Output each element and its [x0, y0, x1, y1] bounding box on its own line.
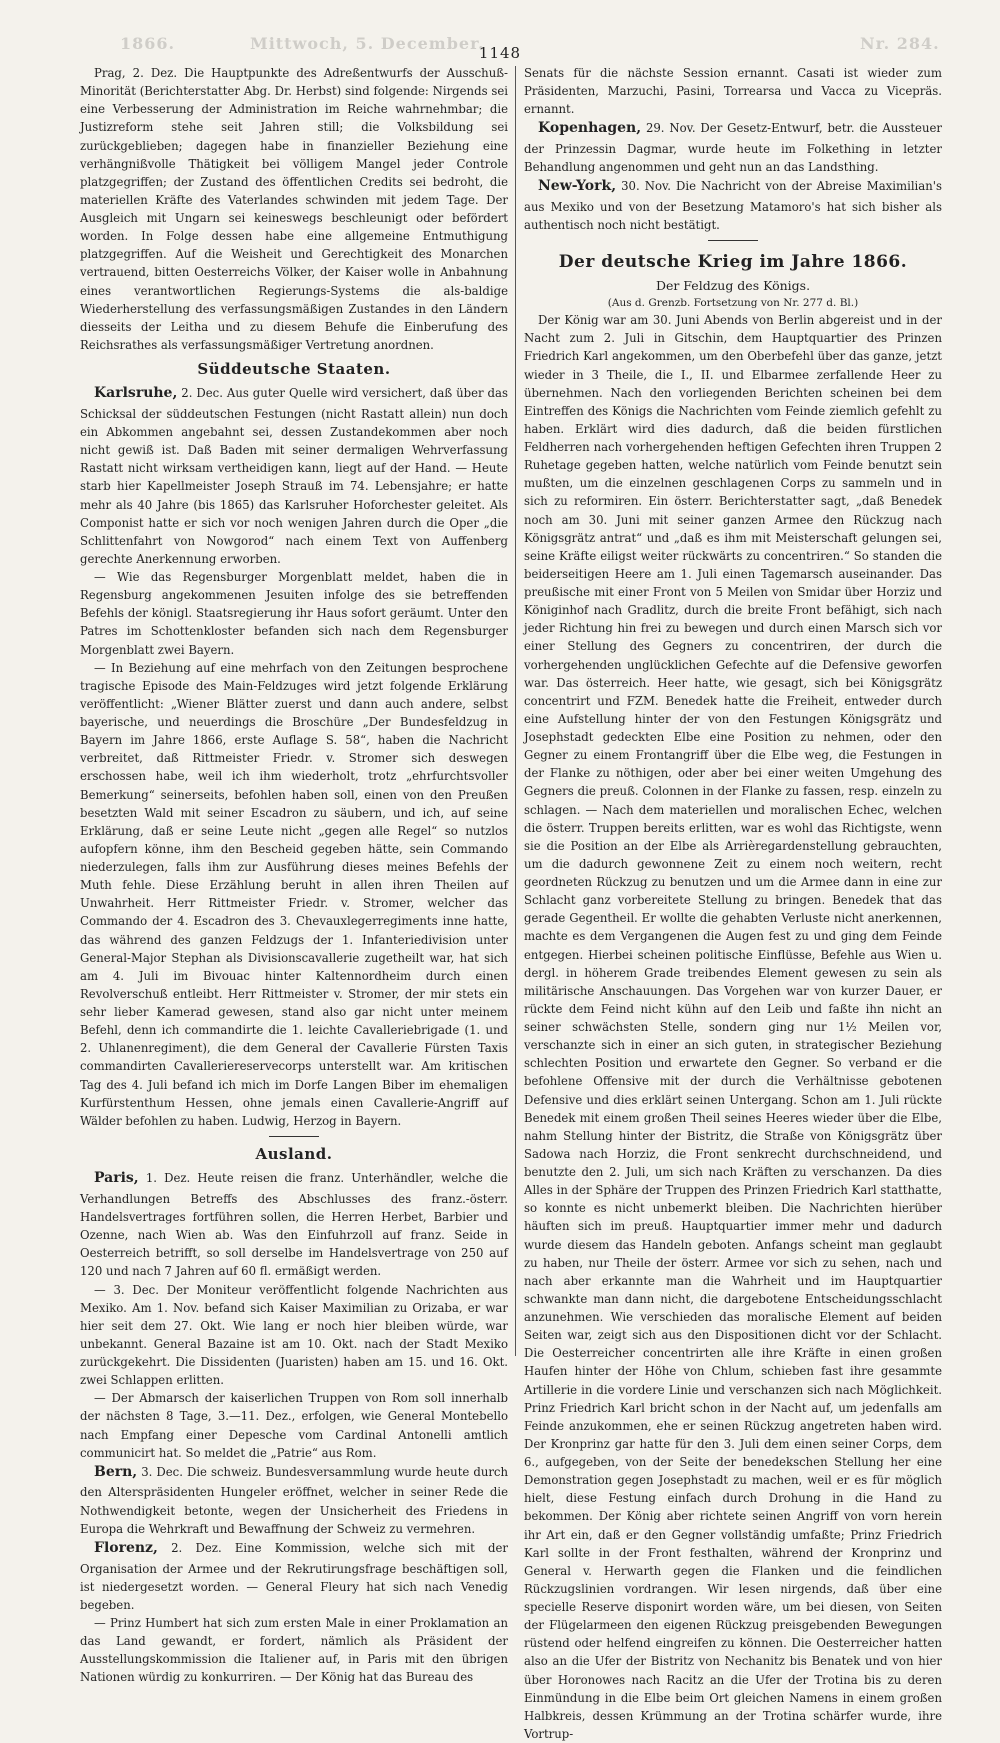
newyork-dateline: New-York, [538, 178, 617, 195]
florenz-paragraph [80, 1538, 508, 1614]
paris-dateline: Paris, [94, 1170, 139, 1187]
left-column [80, 64, 509, 1685]
stromer-paragraph: — In Beziehung auf eine mehrfach von den Zeitungen besprochene tragische Episode des Main-Feldzuges wird jetzt folgende Erklärung veröffentlicht: „Wiener Blätter zuerst und dann auch andere, selbst bayerische, und neuerdings die Broschüre „Der Bundesfeldzug in Bayern im Jahre 1866, erste Auflage S. 58“, haben die Nachricht verbreitet, daß Rittmeister Friedr. v. Stromer sich deswegen erschossen habe, weil ich ihm wiederholt, trotz „ehrfurchtsvoller Bemerkung“ seinerseits, befohlen haben soll, einen von den Preußen besetzten Wald mit seiner Escadron zu säubern, und ich, auf seine Erklärung, daß er seine Leute nicht „gegen alle Regel“ so nutzlos aufopfern könne, ihm den Bescheid gegeben hätte, sein Commando niederzulegen, falls ihm zur Ausführung dieses meines Befehls der Muth fehle. Diese Erzählung beruht in allen ihren Theilen auf Unwahrheit. Herr Rittmeister Friedr. v. Stromer, welcher das Commando der 4. Escadron des 3. Chevauxlegerregiments inne hatte, das während des ganzen Feldzugs der 1. Infanteriedivision unter General-Major Stephan als Divisionscavallerie zugetheilt war, hat sich am 4. Juli im Bivouac hinter Kaltennordheim durch einen Revolverschuß entleibt. Herr Rittmeister v. Stromer, der mir stets ein sehr lieber Kamerad gewesen, stand also gar nicht unter meinem Befehl, denn ich commandirte die 1. leichte Cavalleriebrigade (1. und 2. Uhlanenregiment), die dem General der Cavallerie Fürsten Taxis commandirten Cavalleriereservecorps unterstellt war. Am kritischen Tag des 4. Juli befand ich mich im Dorfe Langen Biber im ehemaligen Kurfürstenthum Hessen, ohne jemals einen Cavallerie-Angriff auf Wälder befohlen zu haben. Ludwig, Herzog in Bayern. [80, 660, 508, 1128]
prag-paragraph: Prag, 2. Dez. Die Hauptpunkte des Adreßentwurfs der Ausschuß-Minorität (Berichterstatter Abg. Dr. Herbst) sind folgende: Nirgends sei eine Verbesserung der Administration im Reiche wahrnehmbar; die Justizreform stehe seit Jahren still; die Volksbildung sei zurückgeblieben; dagegen habe in finanzieller Beziehung eine verhängnißvolle Thätigkeit bei völligem Mangel jeder Controle platzgegriffen; der Zustand des öffentlichen Credits sei bedroht, die materiellen Kräfte des Vaterlandes schwinden mit jedem Tage. Der Ausgleich mit Ungarn sei keineswegs beschleunigt oder befördert worden. In Folge dessen habe eine allgemeine Entmuthigung platzgegriffen. Auf die Weisheit und Gerechtigkeit des Monarchen vertrauend, bitten Oesterreichs Völker, der Kaiser wolle in Anbahnung eines verantwortlichen Regierungs-Systems die als-baldige Wiederherstellung des verfassungsmäßigen Zustandes in den Ländern diesseits der Leitha und zu diesem Behufe die Einberufung des Reichsrathes als verfassungsmäßiger Vertretung anordnen. [80, 66, 508, 352]
divider [269, 1136, 319, 1137]
right-column [524, 64, 942, 1741]
florenz-text: 2. Dez. Eine Kommission, welche sich mit der Organisation der Armee und der Rekrutirungsfrage beschäftigen soll, ist niedergesetzt worden. — General Fleury hat sich nach Venedig begeben. [80, 1540, 509, 1612]
bern-dateline: Bern, [94, 1463, 138, 1480]
abmarsch-paragraph: — Der Abmarsch der kaiserlichen Truppen von Rom soll innerhalb der nächsten 8 Tage, 3.—11. Dez., erfolgen, wie General Montebello nach Empfang einer Depesche vom Cardinal Antonelli amtlich communicirt hat. So meldet die „Patrie“ aus Rom. [80, 1391, 508, 1460]
page-number: 1148 [478, 44, 522, 62]
column-rule [515, 66, 516, 1356]
senat-paragraph: Senats für die nächste Session ernannt. Casati ist wieder zum Präsidenten, Marzuchi, Pasini, Torrearsa und Vacca zu Vicepräs. ernannt. [524, 66, 942, 117]
section-heading-sueddeutsche: Süddeutsche Staaten. [197, 360, 391, 378]
bleed-through-year: 1866. [120, 34, 176, 53]
humbert-paragraph: — Prinz Humbert hat sich zum ersten Male in einer Proklamation an das Land gewandt, er fordert, nämlich als Präsident der Ausstellungskommission die Italiener auf, in Paris mit den übrigen Nationen würdig zu konkurriren. — Der König hat das Bureau des [80, 1615, 508, 1685]
bern-text: 3. Dec. Die schweiz. Bundesversammlung wurde heute durch den Alterspräsidenten Hungeler eröffnet, welcher in seiner Rede die Nothwendigkeit betonte, wegen der Unsicherheit des Friedens in Europa die Wehrkraft und Bewaffnung der Schweiz zu vermehren. [80, 1464, 509, 1536]
karlsruhe-paragraph [80, 383, 508, 568]
kopenhagen-paragraph [524, 118, 942, 176]
feldzug-paragraph: Der König war am 30. Juni Abends von Berlin abgereist und in der Nacht zum 2. Juli in Gitschin, dem Hauptquartier des Prinzen Friedrich Karl angekommen, um den Oberbefehl über das ganze, jetzt wieder in 3 Theile, die I., II. und Elbarmee zerfallende Heer zu übernehmen. Nach den vorliegenden Berichten scheinen bei dem Eintreffen des Königs die Nachrichten vom Feinde ziemlich gefehlt zu haben. Erklärt wird dies dadurch, daß die beiden fürstlichen Feldherren nach vorhergehenden heftigen Gefechten ihren Truppen 2 Ruhetage gegeben hatten, welche natürlich vom Feinde benutzt sein mußten, um die einzelnen geschlagenen Corps zu sammeln und in sich zu reformiren. Ein österr. Berichterstatter sagt, „daß Benedek noch am 30. Juni mit seiner ganzen Armee den Rückzug nach Königsgrätz antrat“ und „daß es ihm mit Meisterschaft gelungen sei, seine Kräfte eiligst weiter rückwärts zu concentriren.“ So standen die beiderseitigen Heere am 1. Juli einen Tagemarsch auseinander. Das preußische mit einer Front von 5 Meilen von Smidar über Horziz und Königinhof nach Gradlitz, durch die breite Front befähigt, sich nach jeder Richtung hin frei zu bewegen und durch einen Marsch sich vor einer Stellung des Gegners zu concentriren, der durch die vorhergehenden unglücklichen Gefechte auf die Defensive geworfen war. Das österreich. Heer hatte, wie gesagt, sich bei Königsgrätz concentrirt und FZM. Benedek hatte die Freiheit, entweder durch eine Aufstellung hinter der von den Festungen Königsgrätz und Josephstadt gedeckten Elbe eine Position zu nehmen, oder den Gegner zu einem Frontangriff über die Elbe weg, die Festungen in der Flanke zu nöthigen, oder aber bei einer weiten Umgehung des Gegners die preuß. Colonnen in der Flanke zu fassen, resp. einzeln zu schlagen. — Nach dem materiellen und moralischen Echec, welchen die österr. Truppen bereits erlitten, war es wohl das Richtigste, wenn sie die Position an der Elbe als Arrièregardenstellung gebrauchten, um die dadurch gewonnene Zeit zu einem noch weitern, recht geordneten Rückzug zu benutzen und um die Armee dann in eine zur Schlacht ganz vorbereitete Stellung zu bringen. Benedek that das gerade Gegentheil. Er wollte die gehabten Verluste nicht anerkennen, machte es dem Vergangenen die Augen fest zu und ging dem Feinde entgegen. Hierbei scheinen politische Einflüsse, Befehle aus Wien u. dergl. in höherem Grade treibendes Element gewesen zu sein als militärische Anschauungen. Das Vorgehen war von kurzer Dauer, er rückte dem Feind nicht kühn auf den Leib und faßte ihn nicht an seiner schwächsten Stelle, sondern ging nur 1½ Meilen vor, verschanzte sich in einer an sich guten, in strategischer Beziehung schlechten Position und erwartete den Gegner. So verband er die befohlene Offensive mit der durch die Verhältnisse gebotenen Defensive und dies erklärt seinen Untergang. Schon am 1. Juli rückte Benedek mit einem großen Theil seines Heeres wieder über die Elbe, nahm Stellung hinter der Bistritz, die Straße von Königsgrätz über Sadowa nach Horziz, die Front senkrecht durchschneidend, und benutzte den 2. Juli, um sich nach Kräften zu verschanzen. Da dies Alles in der Sphäre der Truppen des Prinzen Friedrich Karl statthatte, so konnte es nicht unbemerkt bleiben. Die Nachrichten hierüber häuften sich im preuß. Hauptquartier immer mehr und dadurch wurde diesem das Handeln geboten. Anfangs scheint man geglaubt zu haben, nur Theile der österr. Armee vor sich zu sehen, nach und nach aber erkannte man die Wahrheit und im Hauptquartier schwankte man dann nicht, die dargebotene Entscheidungsschlacht anzunehmen. Wie verschieden das moralische Element auf beiden Seiten war, zeigt sich aus den Dispositionen dicht vor der Schlacht. Die Oesterreicher concentrirten alle ihre Kräfte in einen großen Haufen hinter der Höhe von Chlum, schieben fast ihre gesammte Artillerie in die vordere Linie und verschanzen sich nach Möglichkeit. Prinz Friedrich Karl bricht schon in der Nacht auf, um jedenfalls am Feinde anzukommen, ehe er seinen Rückzug angetreten haben wird. Der Kronprinz gar hatte für den 3. Juli dem einen seiner Corps, dem 6., aufgegeben, von der Seite der benedekschen Stellung her eine Demonstration gegen Josephstadt zu machen, weil er es für möglich hielt, diese Festung einfach durch Drohung in die Hand zu bekommen. Der König aber richtete seinen Angriff von vorn herein ihr Art ein, daß er den Gegner vollständig umfaßte; Prinz Friedrich Karl sollte in der Front festhalten, während der Kronprinz und General v. Herwarth gegen die Flanken und die feindlichen Rückzugslinien vordrangen. Wir lesen nirgends, daß über eine specielle Reserve disponirt worden wäre, um bei diesen, von Seiten der Flügelarmeen den eigenen Rückzug preisgebenden Bewegungen rüstend oder helfend eingreifen zu können. Die Oesterreicher hatten also an die Ufer der Bistritz von Nechanitz bis Benatek und von hier über Horonowes nach Racitz an die Ufer der Trotina bis zu deren Einmündung in die Elbe beim Ort gleichen Namens in einem großen Halbkreis, dessen Krümmung an der Trotina schärfer wurde, ihre Vortrup- [524, 313, 942, 1741]
paris-paragraph [80, 1168, 508, 1280]
karlsruhe-dateline: Karlsruhe, [94, 385, 178, 402]
kopenhagen-dateline: Kopenhagen, [538, 120, 642, 137]
kopenhagen-text: 29. Nov. Der Gesetz-Entwurf, betr. die Aussteuer der Prinzessin Dagmar, wurde heute im Folkething in letzter Behandlung angenommen und geht nun an das Landsthing. [524, 121, 942, 175]
paris-text: 1. Dez. Heute reisen die franz. Unterhändler, welche die Verhandlungen Betreffs des Abschlusses des franz.-österr. Handelsvertrages fortführen sollen, die Herren Herbet, Barbier und Ozenne, nach Wien ab. Was den Einfuhrzoll auf franz. Seide in Oesterreich betrifft, so soll derselbe im Handelsvertrage von 250 auf 120 und nach 7 Jahren auf 60 fl. ermäßigt werden. [80, 1171, 508, 1279]
moniteur-paragraph: — 3. Dec. Der Moniteur veröffentlicht folgende Nachrichten aus Mexiko. Am 1. Nov. befand sich Kaiser Maximilian zu Orizaba, er war hier seit dem 27. Okt. Wie lang er noch hier bleiben würde, war unbekannt. General Bazaine ist am 10. Okt. nach der Stadt Mexiko zurückgekehrt. Die Dissidenten (Juaristen) haben am 15. und 16. Okt. zwei Schlappen erlitten. [80, 1282, 508, 1388]
article-subtitle: Der Feldzug des Königs. [655, 277, 811, 293]
newyork-paragraph [524, 176, 942, 234]
bleed-through-number: Nr. 284. [860, 34, 940, 53]
article-title: Der deutsche Krieg im Jahre 1866. [558, 252, 908, 273]
divider [708, 240, 758, 241]
bleed-through-date: Mittwoch, 5. December. [250, 34, 485, 53]
newyork-text: 30. Nov. Die Nachricht von der Abreise Maximilian's aus Mexiko und von der Besetzung Matamoro's hat sich bisher als authentisch noch nicht bestätigt. [524, 179, 942, 233]
regensburg-paragraph: — Wie das Regensburger Morgenblatt meldet, haben die in Regensburg angekommenen Jesuiten infolge des sie betreffenden Befehls der königl. Staatsregierung ihr Haus sofort geräumt. Unter den Patres im Schottenkloster befanden sich nach dem Regensburger Morgenblatt zwei Bayern. [80, 570, 508, 657]
section-heading-ausland: Ausland. [255, 1144, 333, 1163]
florenz-dateline: Florenz, [94, 1539, 158, 1556]
karlsruhe-text: 2. Dec. Aus guter Quelle wird versichert, daß über das Schicksal der süddeutschen Festungen (nicht Rastatt allein) nun doch ein Abkommen angebahnt sei, dessen Zustandekommen aber noch nicht gewiß ist. Daß Baden mit seiner dermaligen Wehrverfassung Rastatt nicht wirksam vertheidigen kann, liegt auf der Hand. — Heute starb hier Kapellmeister Joseph Strauß im 74. Lebensjahre; er hatte mehr als 40 Jahre (bis 1865) das Karlsruher Hoforchester geleitet. Als Componist hatte er sich vor noch wenigen Jahren durch die Oper „die Schlittenfahrt von Nowgorod“ nach einem Text von Auffenberg gerechte Anerkennung erworben. [80, 386, 508, 566]
bern-paragraph [80, 1462, 508, 1538]
article-source: (Aus d. Grenzb. Fortsetzung von Nr. 277 d. Bl.) [607, 296, 859, 309]
